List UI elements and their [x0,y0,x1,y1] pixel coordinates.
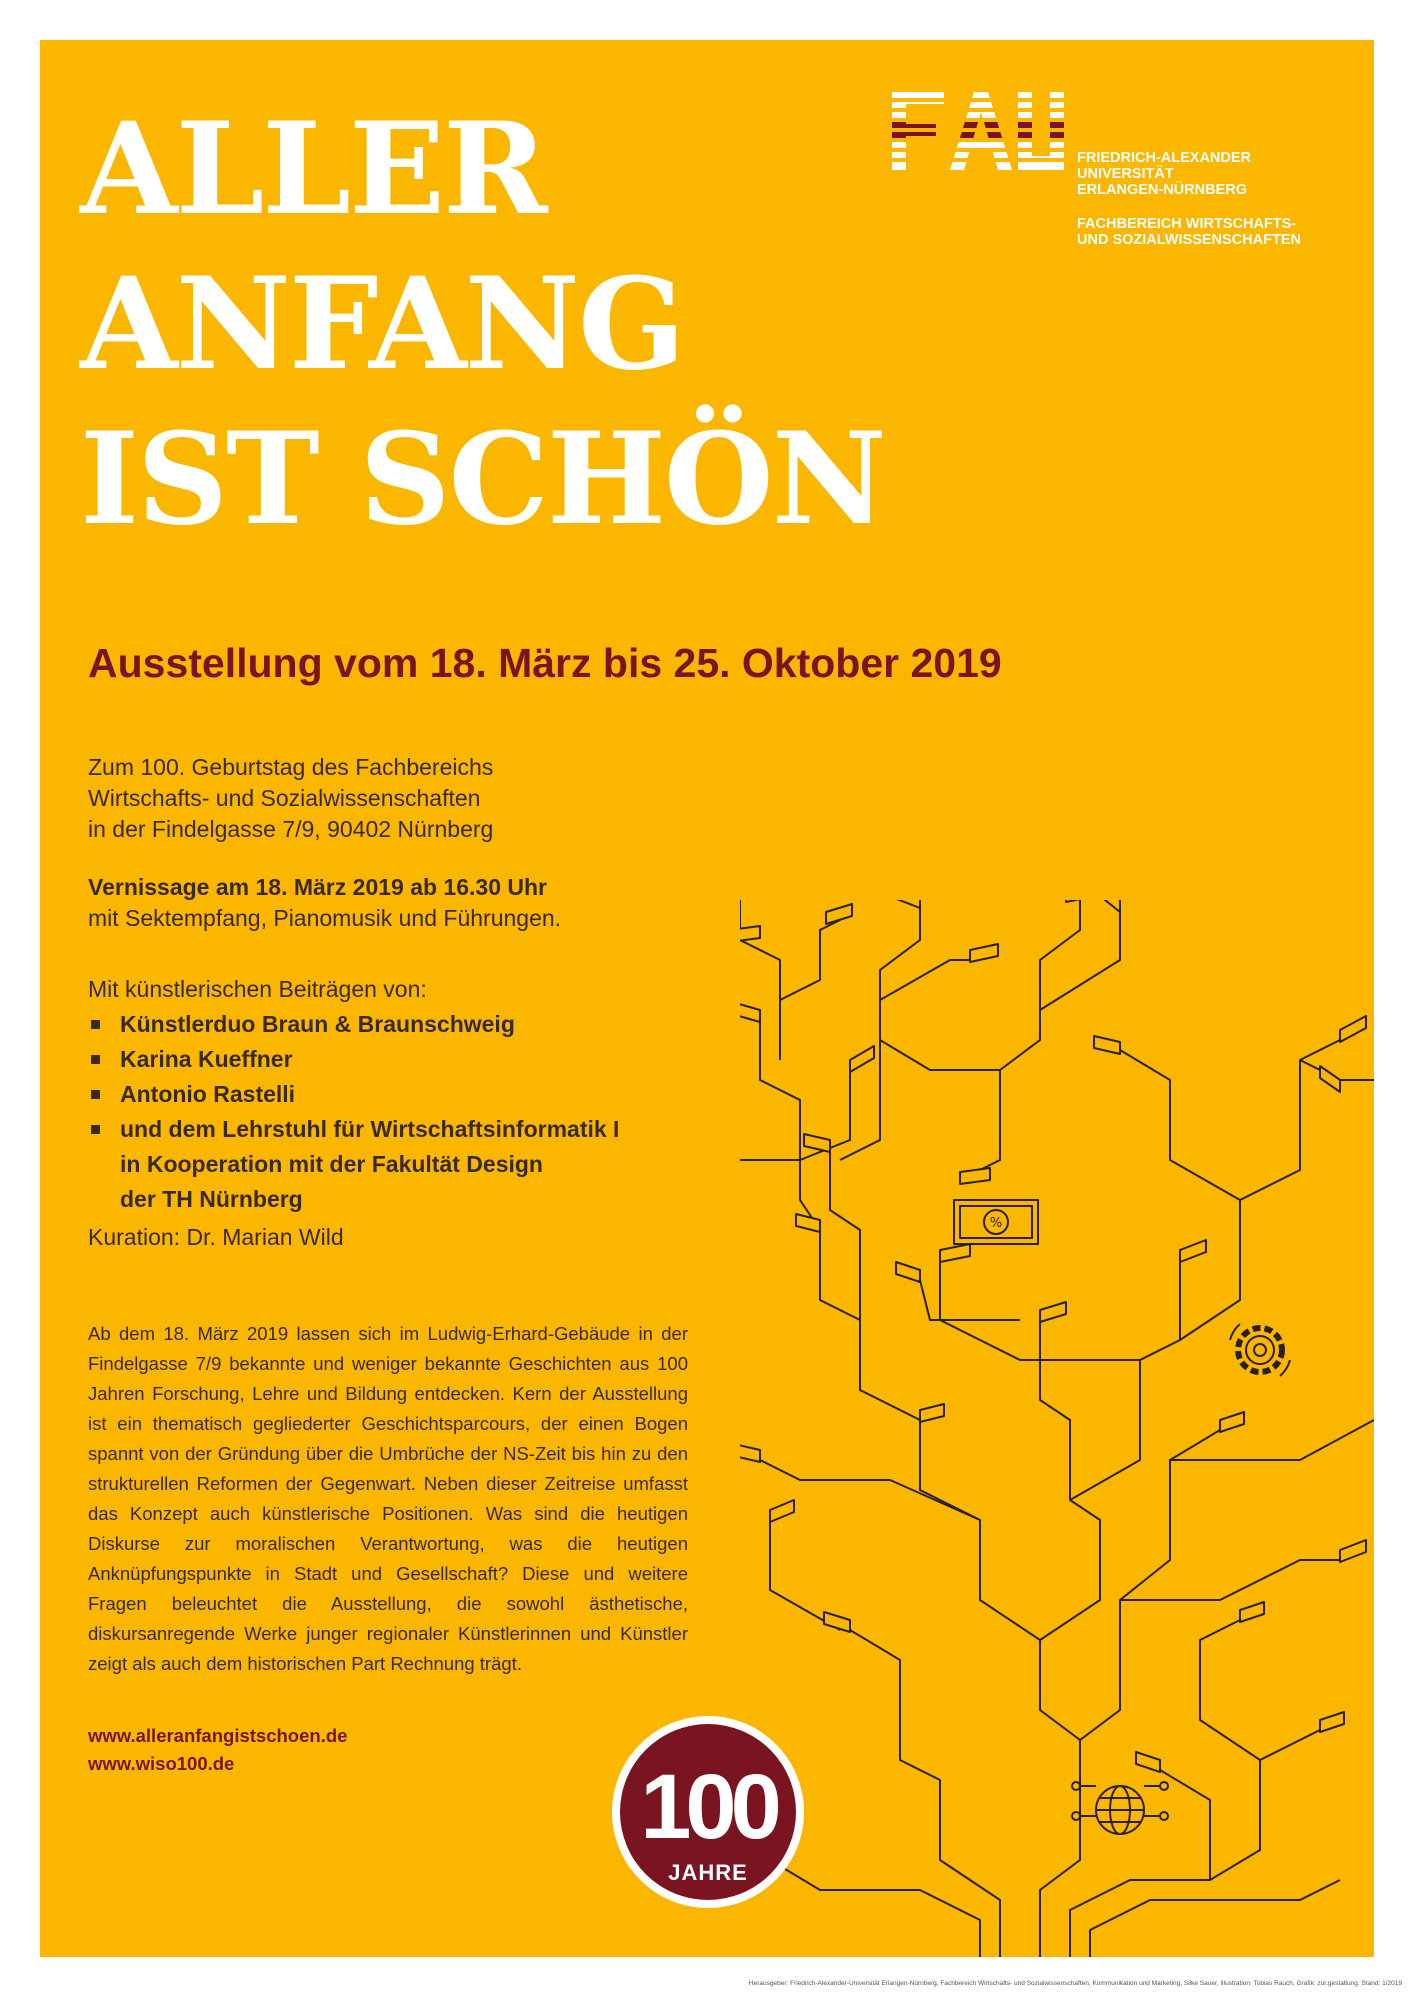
vernissage-info [88,872,561,934]
vernissage-detail: mit Sektempfang, Pianomusik und Führungen. [88,905,562,931]
gear-icon [1230,1324,1290,1376]
university-name-line-3: ERLANGEN-NÜRNBERG [1077,182,1247,198]
poster [40,40,1374,1957]
globe-circuit-icon [1072,1782,1168,1834]
curation: Kuration: Dr. Marian Wild [88,1224,344,1250]
fau-logo-icon [892,92,1064,170]
headline [80,92,885,557]
footer-credits: Herausgeber: Friedrich-Alexander-Universität Erlangen-Nürnberg, Fachbereich Wirtschafts- und Sozialwissenschaften, Kommunikation und Marketing, Silke Sauer, Illustration: Tobias Rauch, Grafik: zur.gestaltung. Stand: 1/2019 [748,1980,1402,1987]
bullet-icon [91,1125,100,1134]
university-name-line-1: FRIEDRICH-ALEXANDER [1077,150,1251,166]
list-item: Antonio Rastelli [88,1077,619,1112]
intro-line-3: in der Findelgasse 7/9, 90402 Nürnberg [88,816,494,842]
badge-number: 100 [640,1756,776,1858]
headline-line-3: IST SCHÖN [80,405,885,553]
list-item-continuation: in Kooperation mit der Fakultät Design [120,1151,543,1177]
department-name-line-1: FACHBEREICH WIRTSCHAFTS- [1077,216,1297,232]
100-years-badge [608,1712,808,1912]
fau-logo-text [1077,92,1374,262]
list-item: und dem Lehrstuhl für Wirtschaftsinformatik I in Kooperation mit der Fakultät Design der TH Nürnberg [88,1112,619,1217]
badge-label: JAHRE [668,1860,748,1885]
contributors-heading: Mit künstlerischen Beiträgen von: [88,976,427,1002]
headline-line-2: ANFANG [80,250,684,398]
bullet-icon [91,1055,100,1064]
intro-text [88,752,493,845]
svg-text:%: % [989,1216,1003,1231]
intro-line-1: Zum 100. Geburtstag des Fachbereichs [88,754,494,780]
website-link[interactable]: www.alleranfangistschoen.de [88,1725,348,1746]
website-link[interactable]: www.wiso100.de [88,1753,235,1774]
department-name-line-2: UND SOZIALWISSENSCHAFTEN [1077,232,1301,248]
list-item: Künstlerduo Braun & Braunschweig [88,1007,619,1042]
percent-banknote-icon [954,1200,1038,1244]
contributors [88,972,619,1217]
body-text: Ab dem 18. März 2019 lassen sich im Ludwig-Erhard-Gebäude in der Findelgasse 7/9 bekannte und weniger bekannte Geschichten aus 100 Jahren Forschung, Lehre und Bildung entdecken. Kern der Ausstellung ist ein thematisch gegliederter Geschichtsparcours, der einen Bogen spannt von der Gründung über die Umbrüche der NS-Zeit bis hin zu den strukturellen Reformen der Gegenwart. Neben dieser Zeitreise umfasst das Konzept auch künstlerische Positionen. Was sind die heutigen Diskurse zur moralischen Verantwortung, was die heutigen Anknüpfungspunkte in Stadt und Gesellschaft? Diese und weitere Fragen beleuchtet die Ausstellung, die sowohl ästhetische, diskursanregende Werke junger regionaler Künstlerinnen und Künstler zeigt als auch dem historischen Part Rechnung trägt. [88,1322,688,1674]
exhibition-dates: Ausstellung vom 18. März bis 25. Oktober 2019 [88,640,1002,686]
bullet-icon [91,1020,100,1029]
university-name-line-2: UNIVERSITÄT [1077,166,1174,182]
website-links [88,1722,347,1778]
vernissage-title: Vernissage am 18. März 2019 ab 16.30 Uhr [88,874,547,900]
intro-line-2: Wirtschafts- und Sozialwissenschaften [88,785,481,811]
circuit-tree-illustration [740,900,1374,1957]
bullet-icon [91,1090,100,1099]
contributors-list [88,1007,619,1217]
list-item-continuation: der TH Nürnberg [120,1186,303,1212]
headline-line-1: ALLER [80,95,546,243]
list-item: Karina Kueffner [88,1042,619,1077]
